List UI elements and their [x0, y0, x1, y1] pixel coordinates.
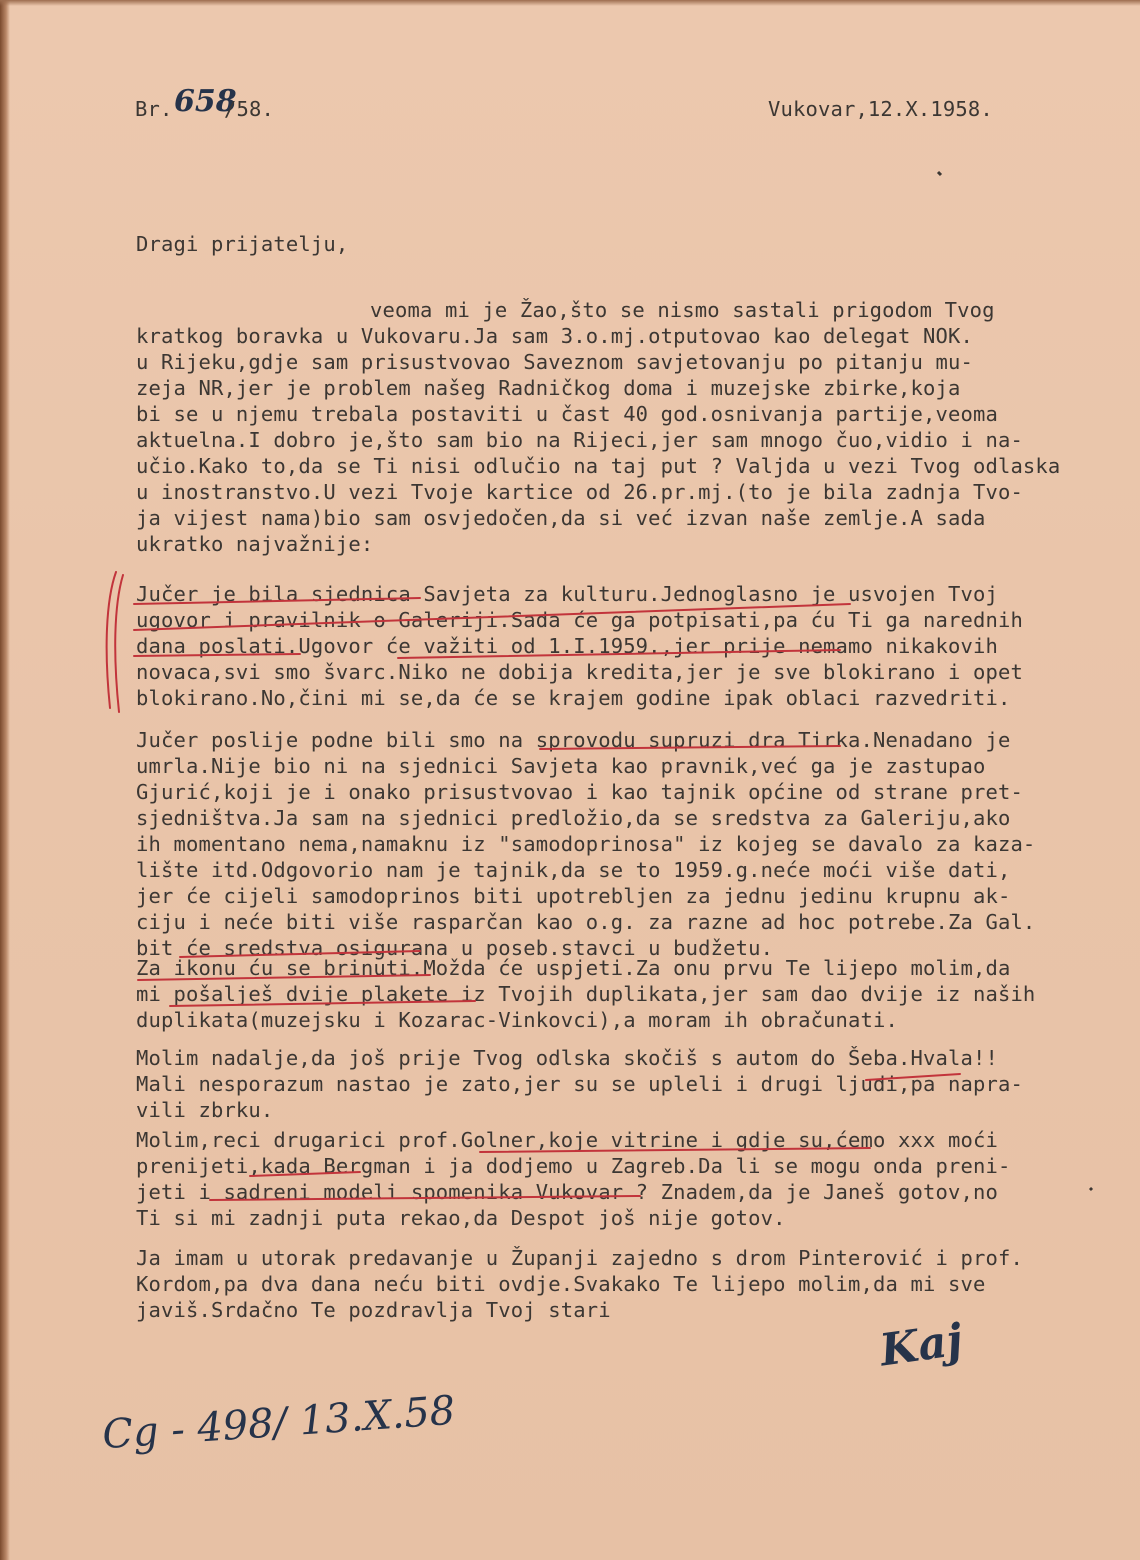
body-line: ciju i neće biti više rasparčan kao o.g. za razne ad hoc potrebe.Za Gal. — [136, 910, 1036, 934]
place-date: Vukovar,12.X.1958. — [768, 97, 993, 121]
body-line: Ti si mi zadnji puta rekao,da Despot još nije gotov. — [136, 1206, 786, 1230]
body-line: Ja imam u utorak predavanje u Županji zajedno s drom Pinterović i prof. — [136, 1246, 1023, 1270]
archive-note-handwritten: Cg - 498/ 13.X.58 — [100, 1387, 457, 1459]
body-line: blokirano.No,čini mi se,da će se krajem godine ipak oblaci razvedriti. — [136, 686, 1011, 710]
underline-mark — [134, 598, 420, 604]
underline-mark — [540, 746, 840, 749]
body-line: Gjurić,koji je i onako prisustvovao i kao tajnik općine od strane pret- — [136, 780, 1023, 804]
body-line: u Rijeku,gdje sam prisustvovao Saveznom savjetovanju po pitanju mu- — [136, 350, 973, 374]
body-line: ugovor i pravilnik o Galeriji.Sada će ga potpisati,pa ću Ti ga narednih — [136, 608, 1023, 632]
body-line: prenijeti,kada Bergman i ja dodjemo u Zagreb.Da li se mogu onda preni- — [136, 1154, 1011, 1178]
body-line: novaca,svi smo švarc.Niko ne dobija kredita,jer je sve blokirano i opet — [136, 660, 1023, 684]
body-line: dana poslati.Ugovor će važiti od 1.I.1959.,jer prije nemamo nikakovih — [136, 634, 998, 658]
underline-mark — [480, 1148, 870, 1152]
body-line: kratkog boravka u Vukovaru.Ja sam 3.o.mj.otputovao kao delegat NOK. — [136, 324, 973, 348]
underline-mark — [398, 650, 840, 658]
body-line: ih momentano nema,namaknu iz "samodoprinosa" iz kojeg se davalo za kaza- — [136, 832, 1036, 856]
body-line: Mali nesporazum nastao je zato,jer su se upleli i drugi ljudi,pa napra- — [136, 1072, 1023, 1096]
body-line: Jučer poslije podne bili smo na sprovodu supruzi dra Tirka.Nenadano je — [136, 728, 1011, 752]
underline-mark — [170, 1001, 475, 1006]
body-line: učio.Kako to,da se Ti nisi odlučio na taj put ? Valjda u vezi Tvog odlaska — [136, 454, 1061, 478]
underline-mark — [134, 654, 300, 656]
underline-mark — [250, 1172, 360, 1176]
body-line: aktuelna.I dobro je,što sam bio na Rijeci,jer sam mnogo čuo,vidio i na- — [136, 428, 1023, 452]
salutation: Dragi prijatelju, — [136, 232, 349, 256]
body-line: umrla.Nije bio ni na sjednici Savjeta kao pravnik,već ga je zastupao — [136, 754, 986, 778]
body-line: Za ikonu ću se brinuti.Možda će uspjeti.Za onu prvu Te lijepo molim,da — [136, 956, 1011, 980]
underline-mark — [138, 975, 430, 980]
body-line: jer će cijeli samodoprinos biti upotrebljen za jednu jedinu krupnu ak- — [136, 884, 1011, 908]
signature: Kaj — [876, 1314, 966, 1377]
body-line: Molim,reci drugarici prof.Golner,koje vitrine i gdje su,ćemo xxx moći — [136, 1128, 998, 1152]
body-line: lište itd.Odgovorio nam je tajnik,da se to 1959.g.neće moći više dati, — [136, 858, 1011, 882]
underline-mark — [210, 1196, 640, 1200]
body-line: vili zbrku. — [136, 1098, 274, 1122]
body-line: ja vijest nama)bio sam osvjedočen,da si već izvan naše zemlje.A sada — [136, 506, 986, 530]
body-line: u inostranstvo.U vezi Tvoje kartice od 26.pr.mj.(to je bila zadnja Tvo- — [136, 480, 1023, 504]
body-line: jeti i sadreni modeli spomenika Vukovar ? Znadem,da je Janeš gotov,no — [136, 1180, 998, 1204]
reference-prefix: Br. — [135, 97, 173, 121]
reference-number-handwritten: 658 — [174, 84, 237, 119]
body-line: zeja NR,jer je problem našeg Radničkog doma i muzejske zbirke,koja — [136, 376, 961, 400]
reference-suffix: /58. — [224, 97, 274, 121]
underline-mark — [180, 951, 420, 957]
margin-bracket-mark — [115, 575, 123, 712]
body-line: veoma mi je Žao,što se nismo sastali prigodom Tvog — [370, 298, 995, 322]
ink-speck — [1090, 1188, 1092, 1190]
body-line: bi se u njemu trebala postaviti u čast 40 god.osnivanja partije,veoma — [136, 402, 998, 426]
body-line: bit će sredstva osigurana u poseb.stavci u budžetu. — [136, 936, 774, 960]
ink-speck — [938, 172, 941, 175]
body-line: javiš.Srdačno Te pozdravlja Tvoj stari — [136, 1298, 611, 1322]
body-line: ukratko najvažnije: — [136, 532, 374, 556]
underline-mark — [134, 604, 850, 630]
body-line: mi pošalješ dvije plakete iz Tvojih duplikata,jer sam dao dvije iz naših — [136, 982, 1036, 1006]
body-line: Jučer je bila sjednica Savjeta za kulturu.Jednoglasno je usvojen Tvoj — [136, 582, 998, 606]
body-line: sjedništva.Ja sam na sjednici predložio,da se sredstva za Galeriju,ako — [136, 806, 1011, 830]
body-line: Molim nadalje,da još prije Tvog odlska skočiš s autom do Šeba.Hvala!! — [136, 1046, 998, 1070]
body-line: duplikata(muzejsku i Kozarac-Vinkovci),a moram ih obračunati. — [136, 1008, 899, 1032]
underline-mark — [866, 1074, 960, 1080]
body-line: Kordom,pa dva dana neću biti ovdje.Svakako Te lijepo molim,da mi sve — [136, 1272, 986, 1296]
